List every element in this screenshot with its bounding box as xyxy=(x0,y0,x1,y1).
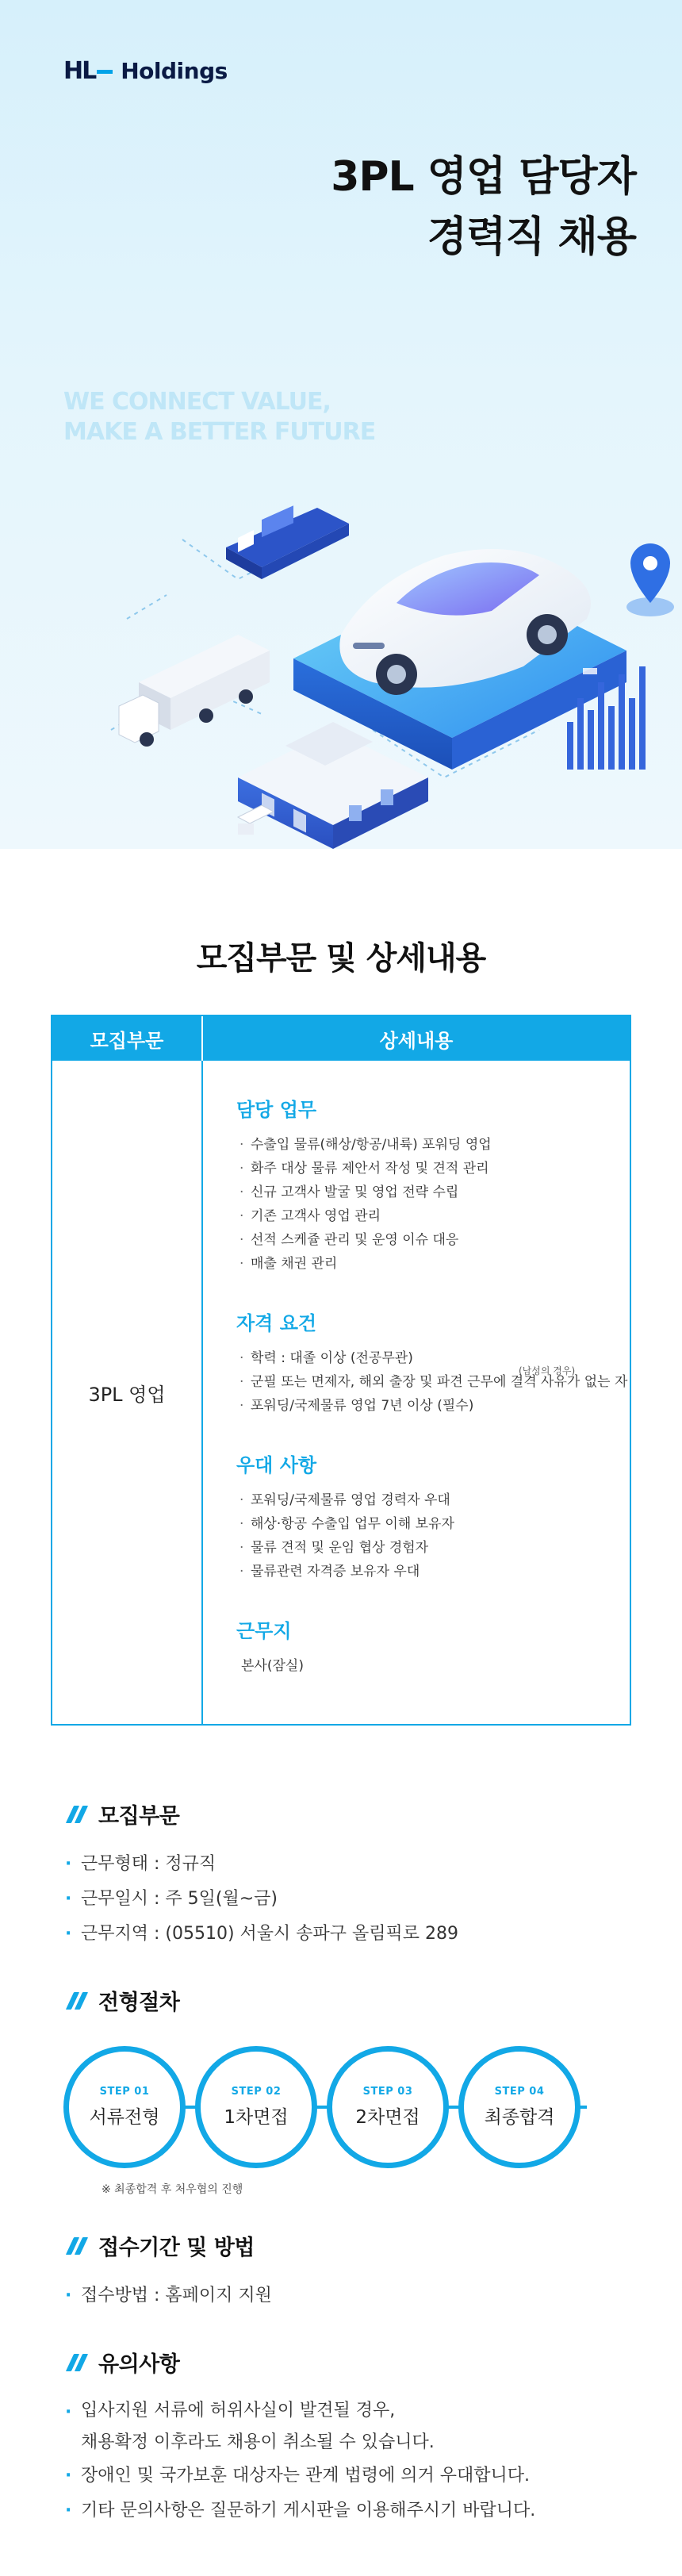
info-title: 유의사항 xyxy=(98,2352,180,2377)
step-2 xyxy=(195,2046,317,2168)
hero-banner xyxy=(0,0,682,849)
step-name: 최종합격 xyxy=(484,2107,555,2128)
group-workplace xyxy=(236,1615,630,1678)
apply-info xyxy=(63,2230,634,2313)
list-item: · 근무일시 : 주 5일(월~금) xyxy=(63,1882,634,1917)
list-item xyxy=(236,1365,630,1394)
info-heading xyxy=(63,2347,634,2378)
double-slash-icon xyxy=(63,1804,89,1825)
step-3 xyxy=(327,2046,449,2168)
cargo-ship-icon xyxy=(226,505,349,579)
notice-line: 채용확정 이후라도 채용이 취소될 수 있습니다. xyxy=(81,2432,435,2452)
double-slash-icon xyxy=(63,2352,89,2373)
section-title: 모집부문 및 상세내용 xyxy=(196,940,486,977)
step-number: STEP 03 xyxy=(362,2086,413,2098)
list-item: · 물류관련 자격증 보유자 우대 xyxy=(236,1560,630,1584)
info-title: 접수기간 및 방법 xyxy=(98,2236,255,2260)
group-title: 담당 업무 xyxy=(236,1099,317,1121)
list-item-text: 군필 또는 면제자, 해외 출장 및 파견 근무에 결격 사유가 없는 자 xyxy=(251,1374,628,1390)
process-info xyxy=(63,1985,634,2197)
step-name: 서류전형 xyxy=(89,2107,160,2128)
step-number: STEP 04 xyxy=(494,2086,545,2098)
step-4 xyxy=(458,2046,580,2168)
group-qualifications xyxy=(236,1307,630,1418)
info-heading xyxy=(63,1799,634,1829)
group-preferred xyxy=(236,1449,630,1584)
position-name: 3PL 영업 xyxy=(52,1061,203,1724)
list-item: · 해상·항공 수출입 업무 이해 보유자 xyxy=(236,1512,630,1536)
group-duties xyxy=(236,1094,630,1276)
step-number: STEP 01 xyxy=(99,2086,150,2098)
recruit-detail-table xyxy=(51,1015,631,1726)
step-name: 1차면접 xyxy=(224,2107,289,2128)
info-sections xyxy=(0,1799,682,2576)
info-heading xyxy=(63,2230,634,2261)
notice-line: · 입사지원 서류에 허위사실이 발견될 경우, xyxy=(81,2401,396,2421)
workplace-value: 본사(잠실) xyxy=(241,1658,304,1674)
logo-mark: HL xyxy=(63,57,113,85)
list-item: · 수출입 물류(해상/항공/내륙) 포워딩 영업 xyxy=(236,1133,630,1157)
col-header-details: 상세내용 xyxy=(379,1029,454,1052)
double-slash-icon xyxy=(63,2236,89,2256)
info-heading xyxy=(63,1985,634,2016)
hero-title xyxy=(331,147,636,267)
list-item xyxy=(63,2395,634,2459)
group-title: 우대 사항 xyxy=(236,1454,317,1476)
list-item: · 신규 고객사 발굴 및 영업 전략 수립 xyxy=(236,1181,630,1204)
notice-info xyxy=(63,2347,634,2576)
slogan-line1: WE CONNECT VALUE, xyxy=(63,388,331,416)
list-item: · 선적 스케쥴 관리 및 운영 이슈 대응 xyxy=(236,1228,630,1252)
recruit-info xyxy=(63,1799,634,1952)
hero-slogan xyxy=(63,387,375,447)
list-item: · 매출 채권 관리 xyxy=(236,1252,630,1276)
location-pin-icon xyxy=(626,543,674,616)
step-number: STEP 02 xyxy=(231,2086,282,2098)
list-item: · 화주 대상 물류 제안서 작성 및 견적 관리 xyxy=(236,1157,630,1181)
double-slash-icon xyxy=(63,1991,89,2011)
forklift-icon xyxy=(238,805,274,835)
details-cell xyxy=(203,1061,630,1724)
hero-title-line2: 경력직 채용 xyxy=(427,213,636,261)
list-item: · 근무형태 : 정규직 xyxy=(63,1847,634,1882)
list-item: · 포워딩/국제물류 영업 7년 이상 (필수) xyxy=(236,1394,630,1418)
process-steps xyxy=(63,2043,634,2170)
list-item: · 접수방법 : 홈페이지 지원 xyxy=(63,2278,634,2313)
list-item: · 물류 견적 및 운임 협상 경험자 xyxy=(236,1536,630,1560)
step-1 xyxy=(63,2046,186,2168)
table-row xyxy=(52,1061,630,1724)
process-note: ※ 최종합격 후 처우협의 진행 xyxy=(102,2183,243,2196)
slogan-line2: MAKE A BETTER FUTURE xyxy=(63,418,376,446)
group-title: 근무지 xyxy=(236,1620,292,1642)
company-logo xyxy=(63,57,228,85)
list-item: · 기타 문의사항은 질문하기 게시판을 이용해주시기 바랍니다. xyxy=(63,2493,634,2528)
hero-title-line1: 3PL 영업 담당자 xyxy=(331,153,636,201)
truck-icon xyxy=(119,635,270,747)
logistics-illustration xyxy=(0,444,682,849)
step-name: 2차면접 xyxy=(355,2107,420,2128)
gender-note: (남성의 경우) xyxy=(519,1365,576,1376)
list-item: · 장애인 및 국가보훈 대상자는 관계 법령에 의거 우대합니다. xyxy=(63,2459,634,2493)
list-item: · 학력 : 대졸 이상 (전공무관) xyxy=(236,1346,630,1370)
list-item: · 근무지역 : (05510) 서울시 송파구 올림픽로 289 xyxy=(63,1917,634,1952)
info-title: 전형절차 xyxy=(98,1991,180,2015)
list-item: · 포워딩/국제물류 영업 경력자 우대 xyxy=(236,1488,630,1512)
group-title: 자격 요건 xyxy=(236,1312,317,1334)
logo-text: Holdings xyxy=(121,58,228,84)
table-header xyxy=(52,1016,630,1061)
col-header-position: 모집부문 xyxy=(52,1016,203,1061)
list-item: · 기존 고객사 영업 관리 xyxy=(236,1204,630,1228)
info-title: 모집부문 xyxy=(98,1804,180,1829)
